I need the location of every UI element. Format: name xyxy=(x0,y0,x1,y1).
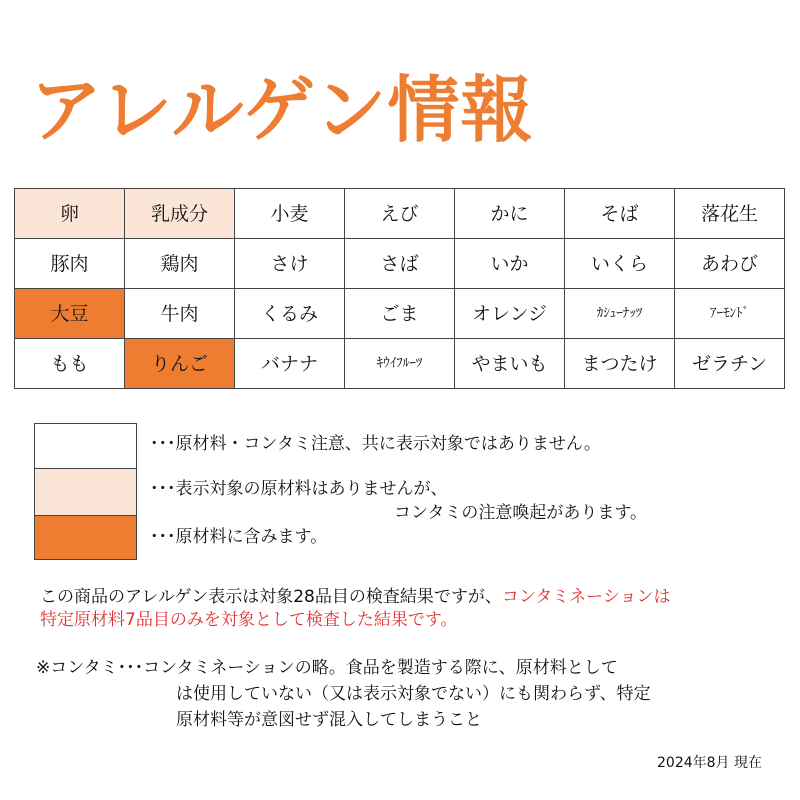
legend-swatch-contains xyxy=(34,515,137,560)
footnote-line-1: ※コンタミ･･･コンタミネーションの略。食品を製造する際に、原材料として xyxy=(36,658,618,678)
allergen-cell: いか xyxy=(455,239,565,289)
page-title: アレルゲン情報 xyxy=(30,68,534,152)
allergen-cell: くるみ xyxy=(235,289,345,339)
allergen-row xyxy=(15,289,785,339)
allergen-cell: 卵 xyxy=(15,189,125,239)
test-note-highlight-2: 特定原材料7品目のみを対象として検査した結果です。 xyxy=(40,610,458,630)
test-note-highlight: コンタミネーションは xyxy=(501,587,671,607)
allergen-row xyxy=(15,339,785,389)
allergen-cell: 大豆 xyxy=(15,289,125,339)
allergen-cell: えび xyxy=(345,189,455,239)
allergen-cell: さけ xyxy=(235,239,345,289)
date-label: 2024年8月 現在 xyxy=(657,755,762,771)
allergen-cell: もも xyxy=(15,339,125,389)
allergen-cell: そば xyxy=(565,189,675,239)
allergen-cell: バナナ xyxy=(235,339,345,389)
legend-text-contains: ･･･原材料に含みます。 xyxy=(150,527,328,547)
allergen-row xyxy=(15,239,785,289)
allergen-cell: 乳成分 xyxy=(125,189,235,239)
legend-swatch-none xyxy=(34,423,137,469)
allergen-cell: ゼラチン xyxy=(675,339,785,389)
allergen-cell: りんご xyxy=(125,339,235,389)
allergen-cell: オレンジ xyxy=(455,289,565,339)
allergen-cell: ｶｼｭｰﾅｯﾂ xyxy=(565,289,675,339)
allergen-cell: 牛肉 xyxy=(125,289,235,339)
allergen-cell: 落花生 xyxy=(675,189,785,239)
allergen-cell: 豚肉 xyxy=(15,239,125,289)
allergen-cell: ｷｳｲﾌﾙｰﾂ xyxy=(345,339,455,389)
allergen-cell: さば xyxy=(345,239,455,289)
allergen-row xyxy=(15,189,785,239)
allergen-cell: ｱｰﾓﾝﾄﾞ xyxy=(675,289,785,339)
test-note xyxy=(40,585,671,609)
allergen-table xyxy=(14,188,785,389)
allergen-cell: やまいも xyxy=(455,339,565,389)
legend-text-none: ･･･原材料・コンタミ注意、共に表示対象ではありません。 xyxy=(150,434,601,454)
legend-text-contamination-2: コンタミの注意喚起があります。 xyxy=(394,503,647,523)
allergen-cell: まつたけ xyxy=(565,339,675,389)
allergen-cell: いくら xyxy=(565,239,675,289)
allergen-cell: 小麦 xyxy=(235,189,345,239)
allergen-cell: かに xyxy=(455,189,565,239)
allergen-cell: ごま xyxy=(345,289,455,339)
allergen-cell: 鶏肉 xyxy=(125,239,235,289)
test-note-text: この商品のアレルゲン表示は対象28品目の検査結果ですが、 xyxy=(40,587,502,607)
legend-swatch-contamination xyxy=(34,468,137,516)
footnote-line-2: は使用していない（又は表示対象でない）にも関わらず、特定 xyxy=(176,684,651,704)
legend-text-contamination-1: ･･･表示対象の原材料はありませんが、 xyxy=(150,479,448,499)
footnote-line-3: 原材料等が意図せず混入してしまうこと xyxy=(176,710,482,730)
test-note-line2 xyxy=(40,608,457,632)
allergen-cell: あわび xyxy=(675,239,785,289)
